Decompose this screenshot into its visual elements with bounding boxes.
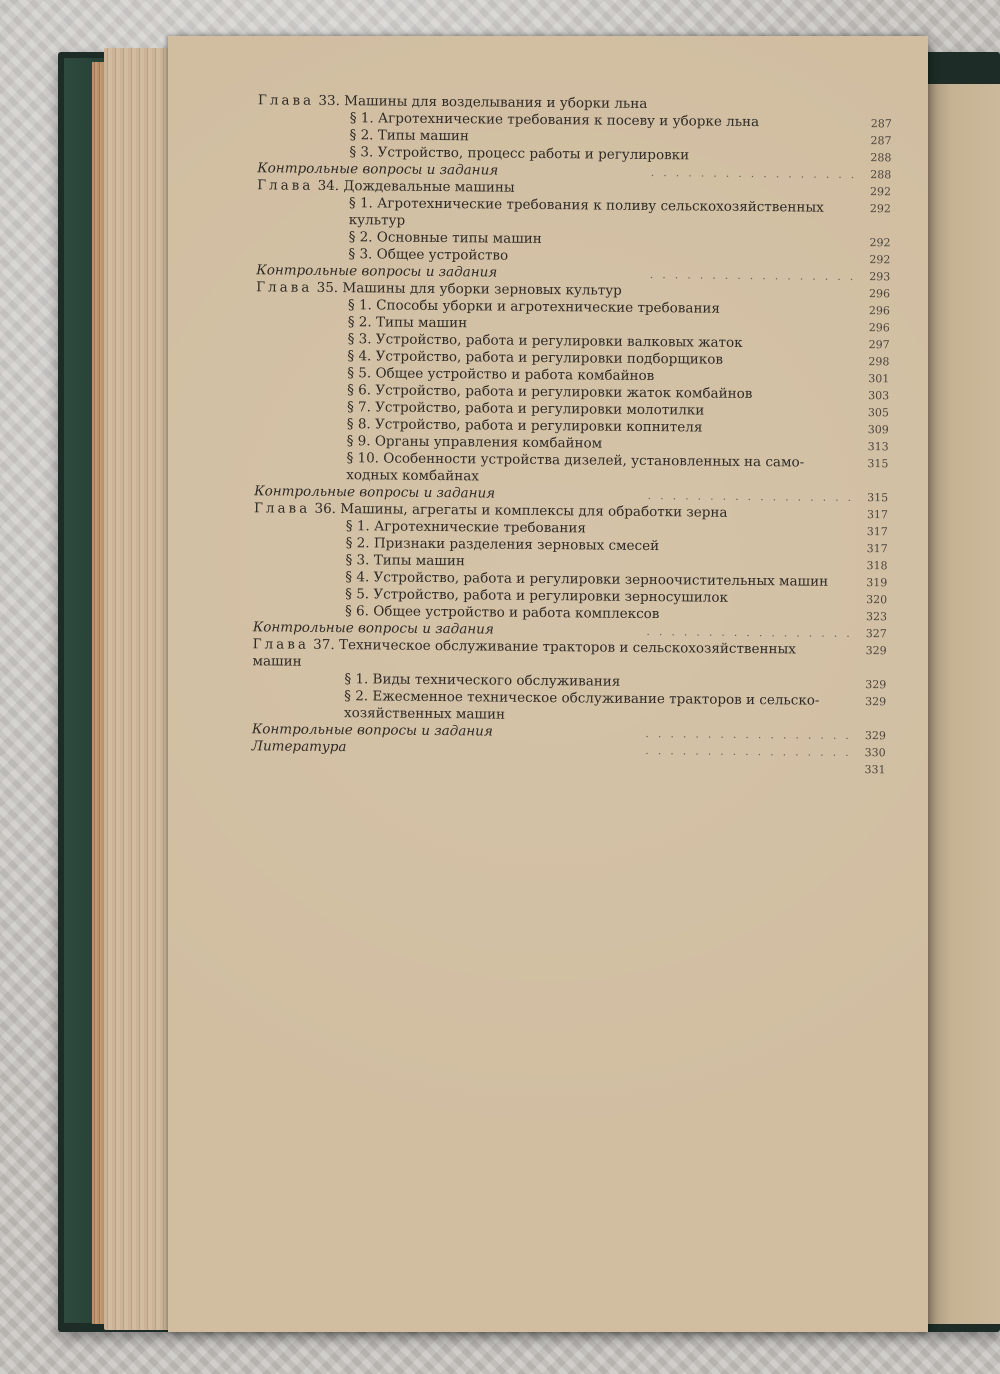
section-label: § 3. <box>347 331 372 348</box>
table-of-contents <box>225 92 891 778</box>
section-label: § 1. <box>345 518 370 535</box>
chapter-name: Машины для уборки зерновых культур <box>342 280 622 299</box>
section-label: § 5. <box>347 365 372 382</box>
section-label: § 4. <box>345 569 370 586</box>
section-name: Типы машин <box>375 314 468 332</box>
section-label: § 1. <box>344 671 369 688</box>
control-questions-title: Контрольные вопросы и задания <box>254 483 496 502</box>
section-name: Устройство, работа и регулировки копнителя <box>374 416 703 436</box>
page-number: 298 <box>868 355 890 369</box>
continuation-text: хозяйственных машин <box>343 705 506 723</box>
continuation-text: культур <box>348 212 406 229</box>
page-number: 315 <box>867 457 889 471</box>
section-label: § 1. <box>347 297 372 314</box>
page-number: 296 <box>868 304 890 318</box>
chapter-number: 37. <box>313 636 335 654</box>
page-number: 292 <box>869 236 891 250</box>
section-label: § 7. <box>346 399 371 416</box>
section-name: Органы управления комбайном <box>374 433 603 452</box>
section-label: § 5. <box>345 586 370 603</box>
leader-dots: ................. <box>650 166 864 182</box>
section-name: Типы машин <box>373 552 465 570</box>
page-number: 317 <box>866 542 888 556</box>
section-title <box>349 229 542 248</box>
page-number: 301 <box>868 372 890 386</box>
section-label: § 2. <box>349 127 374 144</box>
section-name: Общее устройство и работа комбайнов <box>375 365 655 385</box>
control-questions-title: Контрольные вопросы и задания <box>252 619 494 638</box>
section-name: Особенности устройства дизелей, установленных на само- <box>383 450 805 471</box>
leader-dots: ................. <box>649 268 863 284</box>
chapter-name: Дождевальные машины <box>343 178 515 196</box>
section-label: § 1. <box>349 110 374 127</box>
section-name: Общее устройство <box>376 246 509 264</box>
section-name: Агротехнические требования <box>373 518 586 537</box>
section-label: § 3. <box>349 144 374 161</box>
page-number: 330 <box>864 746 886 760</box>
leader-dots: ................. <box>647 489 861 505</box>
leader-dots: ................. <box>646 625 859 641</box>
page-number: 292 <box>870 185 892 199</box>
section-name: Устройство, работа и регулировки валковых жаток <box>375 331 743 351</box>
chapter-name: Техническое обслуживание тракторов и сельскохозяйственных <box>338 637 796 658</box>
page-number: 318 <box>866 559 888 573</box>
page-number: 315 <box>867 491 889 505</box>
section-name: Способы уборки и агротехнические требования <box>376 297 721 317</box>
page-number: 287 <box>870 117 892 131</box>
page-number: 288 <box>870 168 892 182</box>
section-title <box>348 246 508 265</box>
page-number: 292 <box>869 202 891 216</box>
section-label: § 3. <box>348 246 373 263</box>
section-label: § 4. <box>347 348 372 365</box>
leader-dots: ................. <box>645 743 858 760</box>
section-label: § 6. <box>347 382 372 399</box>
chapter-number: 33. <box>318 92 340 110</box>
page-number: 287 <box>870 134 892 148</box>
section-name: Ежесменное техническое обслуживание тракторов и сельско- <box>372 688 820 709</box>
section-name: Виды технического обслуживания <box>372 671 621 690</box>
section-label: § 1. <box>348 195 373 212</box>
leader-dots: ................. <box>645 726 858 743</box>
page-number: 327 <box>865 627 887 641</box>
page-number: 317 <box>866 525 888 539</box>
page-number: 296 <box>868 321 890 335</box>
continuation-text: машин <box>252 653 302 670</box>
section-label: § 6. <box>344 603 370 620</box>
section-label: § 2. <box>345 535 370 552</box>
section-label: § 2. <box>344 688 369 705</box>
section-name: Агротехнические требования к посеву и уборке льна <box>377 110 760 131</box>
chapter-name: Машины, агрегаты и комплексы для обработки зерна <box>340 501 728 521</box>
page-number: 323 <box>865 610 888 624</box>
page-number: 309 <box>867 423 889 437</box>
chapter-label: Глава <box>257 92 315 109</box>
chapter-name: Машины для возделывания и уборки льна <box>344 93 648 112</box>
section-name: Типы машин <box>377 127 470 145</box>
page-number: 293 <box>869 270 891 284</box>
page-number: 329 <box>865 644 887 658</box>
section-label: § 10. <box>346 450 380 467</box>
control-questions-title: Литература <box>251 738 347 756</box>
control-questions-title: Контрольные вопросы и задания <box>251 721 493 740</box>
page-number: 303 <box>868 389 890 403</box>
chapter-label: Глава <box>252 636 309 653</box>
section-name: Устройство, процесс работы и регулировки <box>377 144 690 164</box>
chapter-label: Глава <box>256 279 313 296</box>
page-number: 329 <box>865 678 887 692</box>
chapter-label: Глава <box>257 177 314 194</box>
section-label: § 2. <box>348 229 373 246</box>
section-name: Устройство, работа и регулировки подборщиков <box>375 348 724 368</box>
control-questions-title: Контрольные вопросы и задания <box>256 262 498 281</box>
section-label: § 8. <box>346 416 371 433</box>
section-name: Устройство, работа и регулировки зерноочистительных машин <box>373 569 829 590</box>
section-name: Общее устройство и работа комплексов <box>373 603 660 623</box>
section-label: § 2. <box>347 314 372 331</box>
chapter-label: Глава <box>253 500 311 517</box>
page-number: 329 <box>864 729 886 743</box>
section-name: Устройство, работа и регулировки жаток комбайнов <box>375 382 753 403</box>
page-number: 320 <box>866 593 888 607</box>
section-name: Основные типы машин <box>376 229 542 247</box>
continuation-text: ходных комбайнах <box>346 467 480 485</box>
section-name: Агротехнические требования к поливу сельскохозяйственных <box>377 195 824 216</box>
page-stack <box>104 48 174 1330</box>
page-number: 288 <box>870 151 892 165</box>
section-label: § 3. <box>345 552 370 569</box>
section-title <box>350 127 470 145</box>
page-number: 317 <box>866 508 889 522</box>
page-number: 305 <box>867 406 890 420</box>
page-number: 313 <box>867 440 889 454</box>
control-questions-title: Контрольные вопросы и задания <box>257 160 499 179</box>
section-name: Устройство, работа и регулировки зерносушилок <box>373 586 729 606</box>
facing-page <box>920 84 1000 1324</box>
page-number: 329 <box>865 695 887 709</box>
chapter-number: 34. <box>317 177 340 195</box>
page-number: 331 <box>864 763 886 777</box>
section-label: § 9. <box>346 433 371 450</box>
section-name: Устройство, работа и регулировки молотилки <box>375 399 705 419</box>
page-number: 319 <box>866 576 888 590</box>
chapter-number: 36. <box>314 500 337 518</box>
chapter-number: 35. <box>316 279 339 297</box>
section-name: Признаки разделения зерновых смесей <box>373 535 660 555</box>
page-number: 292 <box>869 253 891 267</box>
section-title <box>348 314 468 332</box>
page-number: 296 <box>869 287 891 301</box>
page-number: 297 <box>868 338 890 352</box>
section-title <box>345 552 465 570</box>
